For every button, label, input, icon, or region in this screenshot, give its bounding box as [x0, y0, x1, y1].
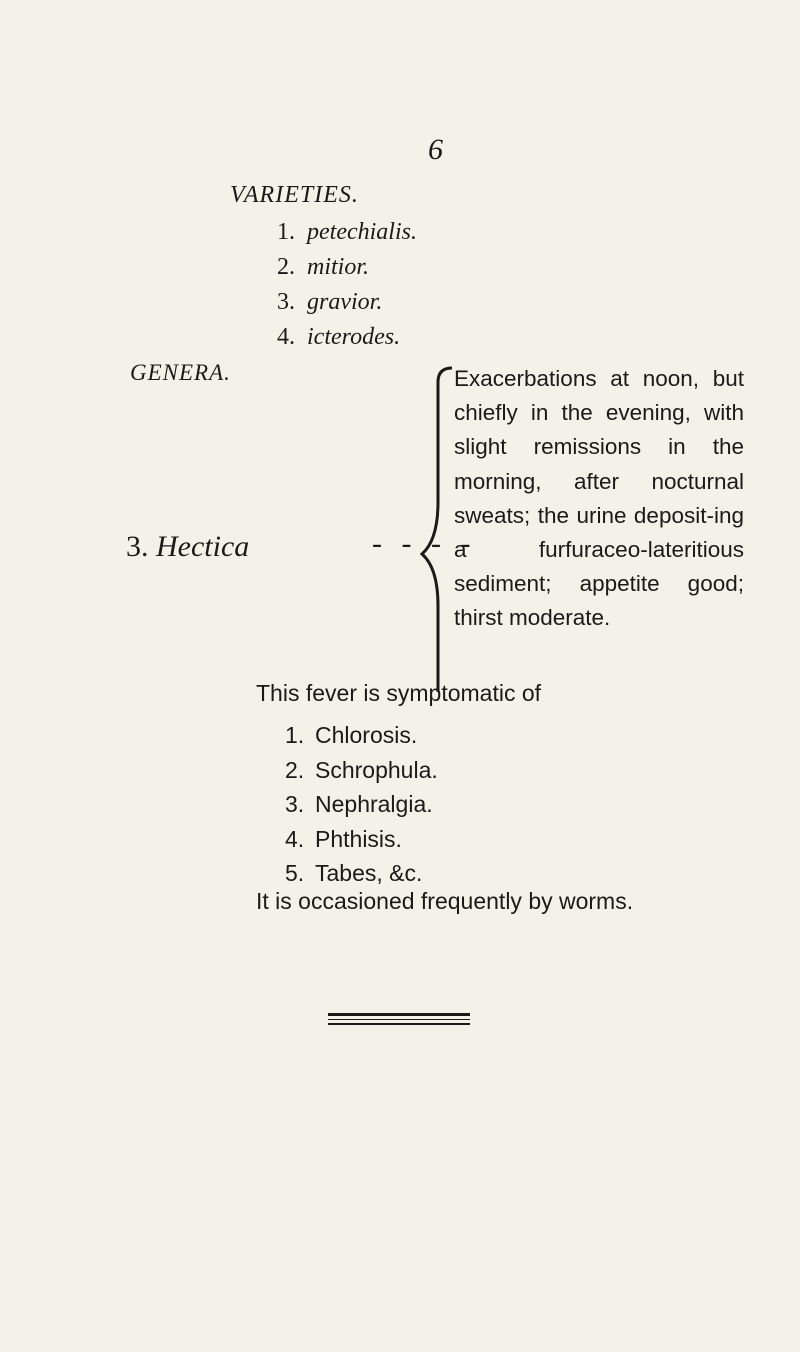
genera-heading: GENERA. — [130, 360, 231, 385]
genus-number: 3. — [126, 530, 149, 563]
list-item: 3. Nephralgia. — [285, 791, 433, 817]
list-item: 3. gravior. — [277, 289, 383, 315]
divider-rule — [328, 1023, 470, 1025]
divider-rule — [328, 1019, 470, 1020]
genus-leader-dashes: - - - - — [372, 527, 477, 560]
genus-description: Exacerbations at noon, but chiefly in the evening, with slight remissions in the morning, after nocturnal sweats; the urine deposit-ing a furfuraceo-lateritious sediment; appetite good; thirst moderate. — [454, 366, 744, 631]
list-item: 4. icterodes. — [277, 324, 401, 350]
symptom-list — [285, 718, 438, 891]
closing-line: It is occasioned frequently by worms. — [256, 888, 634, 914]
genus-name: Hectica — [156, 530, 250, 563]
divider-rule — [328, 1013, 470, 1016]
list-item: 4. Phthisis. — [285, 825, 402, 852]
variety-list — [277, 215, 417, 355]
varieties-heading: VARIETIES. — [230, 182, 359, 208]
list-item: 1. petechialis. — [277, 219, 417, 245]
list-item: 1. Chlorosis. — [285, 722, 418, 748]
list-item: 2. mitior. — [277, 254, 370, 280]
list-item: 5. Tabes, &c. — [285, 860, 423, 886]
list-item: 2. Schrophula. — [285, 756, 438, 783]
genus-label — [126, 530, 249, 564]
page-number: 6 — [428, 133, 443, 166]
symptomatic-intro: This fever is symptomatic of — [256, 680, 542, 706]
